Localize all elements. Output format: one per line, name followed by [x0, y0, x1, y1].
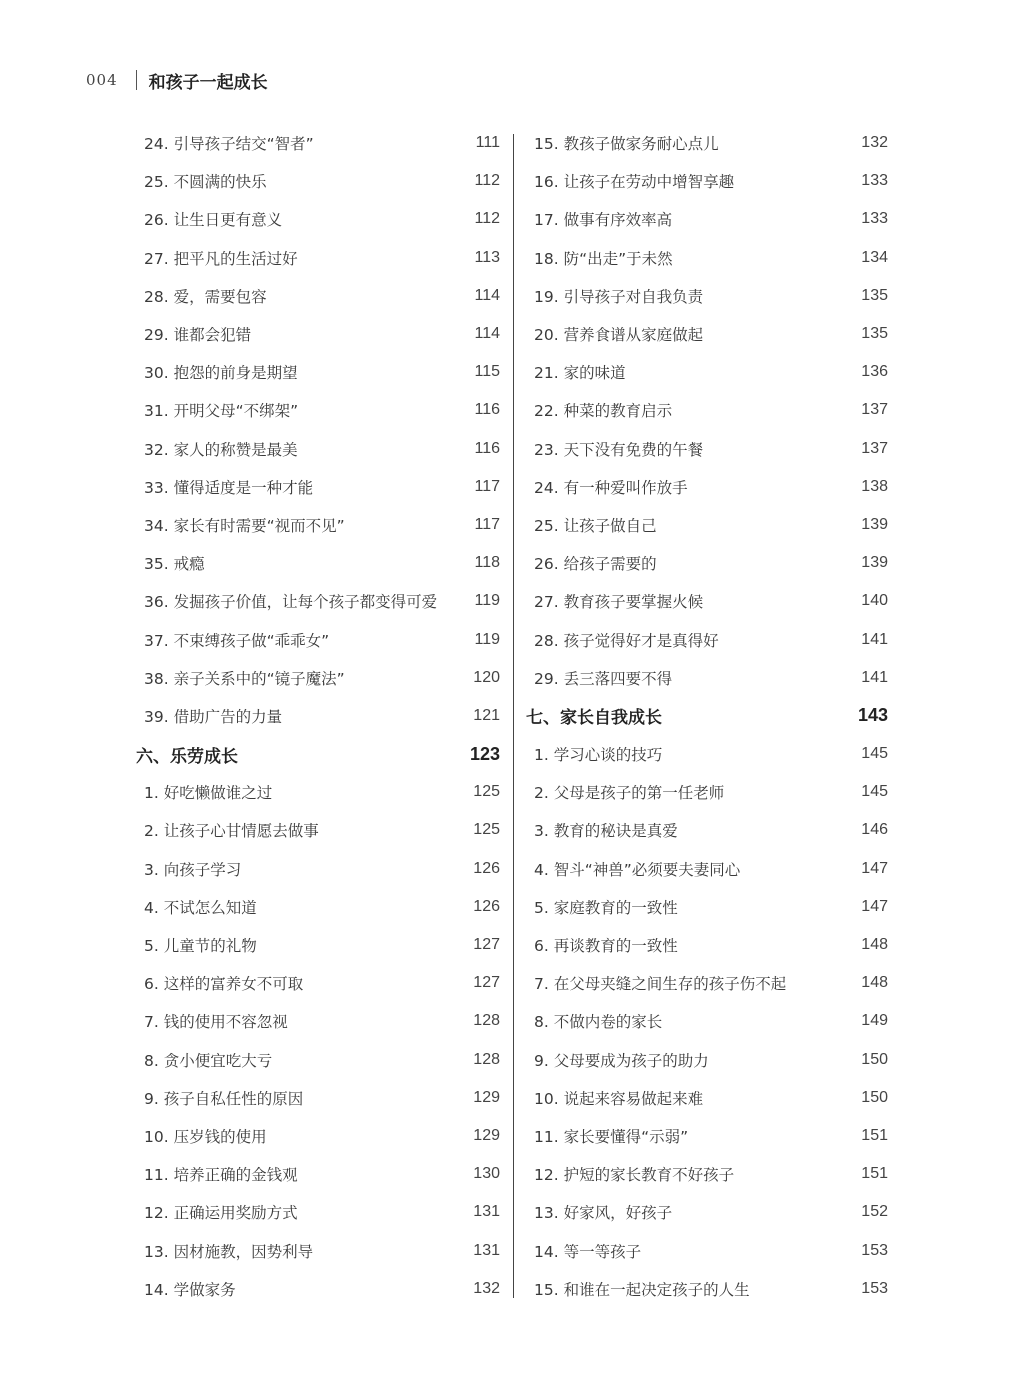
toc-entry [526, 315, 888, 353]
entry-title: 15. 教孩子做家务耐心点儿 [534, 135, 719, 154]
page-ref: 126 [473, 859, 500, 877]
page-ref: 132 [473, 1279, 500, 1297]
entry-title: 18. 防“出走”于未然 [534, 249, 673, 268]
page-ref: 151 [861, 1165, 888, 1183]
entry-title: 12. 正确运用奖励方式 [144, 1204, 298, 1223]
entry-title: 25. 让孩子做自己 [534, 516, 657, 535]
page-ref: 129 [473, 1126, 500, 1144]
entry-title: 24. 有一种爱叫作放手 [534, 478, 688, 497]
entry-title: 32. 家人的称赞是最美 [144, 440, 298, 459]
entry-title: 26. 让生日更有意义 [144, 211, 283, 230]
page-ref: 141 [861, 668, 888, 686]
page-ref: 133 [861, 210, 888, 228]
toc-entry [526, 239, 888, 277]
page-ref: 119 [474, 592, 500, 610]
page-ref: 132 [861, 134, 888, 152]
entry-title: 28. 爱，需要包容 [144, 287, 267, 306]
page-ref: 117 [474, 477, 500, 495]
entry-title: 39. 借助广告的力量 [144, 707, 283, 726]
entry-title: 5. 家庭教育的一致性 [534, 898, 678, 917]
entry-title: 27. 教育孩子要掌握火候 [534, 593, 704, 612]
entry-title: 8. 贪小便宜吃大亏 [144, 1051, 273, 1070]
page-ref: 131 [473, 1241, 500, 1259]
page-ref: 137 [861, 401, 888, 419]
page-ref: 139 [861, 515, 888, 533]
toc-entry [526, 200, 888, 238]
entry-title: 22. 种菜的教育启示 [534, 402, 673, 421]
page-ref: 145 [861, 745, 888, 763]
entry-title: 13. 好家风，好孩子 [534, 1204, 673, 1223]
toc-entry [136, 239, 500, 277]
entry-title: 6. 这样的富养女不可取 [144, 975, 304, 994]
page-ref: 123 [469, 743, 500, 764]
page-ref: 130 [473, 1165, 500, 1183]
entry-title: 27. 把平凡的生活过好 [144, 249, 298, 268]
toc-entry [136, 811, 500, 849]
toc-entry [526, 735, 888, 773]
entry-title: 20. 营养食谱从家庭做起 [534, 326, 704, 345]
toc-entry [136, 1193, 500, 1231]
page-ref: 131 [473, 1203, 500, 1221]
toc-entry [136, 200, 500, 238]
toc-entry [526, 124, 888, 162]
entry-title: 5. 儿童节的礼物 [144, 937, 257, 956]
toc-entry [526, 468, 888, 506]
toc-entry [136, 964, 500, 1002]
page-ref: 148 [861, 974, 888, 992]
entry-title: 28. 孩子觉得好才是真得好 [534, 631, 719, 650]
toc-entry [136, 430, 500, 468]
page-ref: 118 [474, 554, 500, 572]
page-ref: 150 [861, 1050, 888, 1068]
toc-entry [136, 391, 500, 429]
toc-entry [526, 544, 888, 582]
toc-right-column [526, 124, 888, 1308]
page-ref: 114 [474, 286, 500, 304]
page-ref: 128 [473, 1050, 500, 1068]
page-number: 004 [86, 71, 118, 89]
page-ref: 139 [861, 554, 888, 572]
section-title: 六、乐劳成长 [136, 746, 238, 767]
toc-entry [526, 391, 888, 429]
toc-entry [526, 1117, 888, 1155]
toc-entry [526, 1270, 888, 1308]
page-ref: 128 [473, 1012, 500, 1030]
entry-title: 25. 不圆满的快乐 [144, 173, 267, 192]
toc-entry [136, 277, 500, 315]
page-ref: 135 [861, 325, 888, 343]
entry-title: 1. 学习心谈的技巧 [534, 746, 663, 765]
page-ref: 137 [861, 439, 888, 457]
toc-entry [526, 1002, 888, 1040]
entry-title: 35. 戒瘾 [144, 555, 205, 574]
toc-section-heading [136, 735, 500, 773]
toc-entry [136, 1041, 500, 1079]
entry-title: 9. 父母要成为孩子的助力 [534, 1051, 709, 1070]
entry-title: 16. 让孩子在劳动中增智享趣 [534, 173, 735, 192]
page-ref: 153 [861, 1241, 888, 1259]
toc-entry [526, 1231, 888, 1269]
entry-title: 10. 压岁钱的使用 [144, 1127, 267, 1146]
page-ref: 121 [473, 706, 500, 724]
page-ref: 113 [474, 248, 500, 266]
entry-title: 12. 护短的家长教育不好孩子 [534, 1166, 735, 1185]
toc-entry [526, 162, 888, 200]
entry-title: 10. 说起来容易做起来难 [534, 1089, 704, 1108]
entry-title: 7. 钱的使用不容忽视 [144, 1013, 288, 1032]
toc-entry [526, 353, 888, 391]
page-ref: 135 [861, 286, 888, 304]
page-ref: 127 [473, 974, 500, 992]
entry-title: 31. 开明父母“不绑架” [144, 402, 299, 421]
toc-entry [526, 773, 888, 811]
page-ref: 127 [473, 936, 500, 954]
toc-entry [136, 582, 500, 620]
toc-entry [526, 1079, 888, 1117]
toc-entry [526, 1193, 888, 1231]
page-ref: 150 [861, 1088, 888, 1106]
toc-entry [136, 888, 500, 926]
toc-entry [136, 506, 500, 544]
entry-title: 38. 亲子关系中的“镜子魔法” [144, 669, 345, 688]
toc-entry [526, 888, 888, 926]
entry-title: 14. 等一等孩子 [534, 1242, 642, 1261]
page-ref: 153 [861, 1279, 888, 1297]
entry-title: 29. 谁都会犯错 [144, 326, 252, 345]
entry-title: 19. 引导孩子对自我负责 [534, 287, 704, 306]
section-title: 七、家长自我成长 [526, 708, 662, 729]
toc-entry [136, 659, 500, 697]
toc-section-heading [526, 697, 888, 735]
page-ref: 111 [475, 134, 500, 152]
page-ref: 117 [474, 515, 500, 533]
page-ref: 143 [857, 705, 888, 726]
page-ref: 125 [473, 821, 500, 839]
page-ref: 141 [861, 630, 888, 648]
toc-entry [136, 1117, 500, 1155]
page-ref: 146 [861, 821, 888, 839]
entry-title: 2. 让孩子心甘情愿去做事 [144, 822, 319, 841]
entry-title: 11. 家长要懂得“示弱” [534, 1127, 689, 1146]
toc-entry [526, 277, 888, 315]
toc-entry [526, 811, 888, 849]
entry-title: 15. 和谁在一起决定孩子的人生 [534, 1280, 750, 1299]
page-ref: 138 [861, 477, 888, 495]
entry-title: 11. 培养正确的金钱观 [144, 1166, 298, 1185]
page-ref: 126 [473, 897, 500, 915]
page-ref: 112 [474, 172, 500, 190]
entry-title: 14. 学做家务 [144, 1280, 236, 1299]
page-ref: 112 [474, 210, 500, 228]
toc-entry [526, 926, 888, 964]
page-ref: 152 [861, 1203, 888, 1221]
entry-title: 24. 引导孩子结交“智者” [144, 135, 314, 154]
page-ref: 129 [473, 1088, 500, 1106]
toc-entry [526, 964, 888, 1002]
page-ref: 148 [861, 936, 888, 954]
entry-title: 3. 向孩子学习 [144, 860, 242, 879]
toc-entry [136, 926, 500, 964]
page-ref: 114 [474, 325, 500, 343]
toc-entry [526, 659, 888, 697]
page-ref: 136 [861, 363, 888, 381]
toc-entry [526, 430, 888, 468]
toc-entry [526, 850, 888, 888]
toc-entry [136, 850, 500, 888]
page-ref: 133 [861, 172, 888, 190]
entry-title: 7. 在父母夹缝之间生存的孩子伤不起 [534, 975, 787, 994]
toc-entry [136, 773, 500, 811]
toc-entry [136, 544, 500, 582]
toc-entry [526, 1155, 888, 1193]
toc-left-column [136, 124, 500, 1308]
entry-title: 1. 好吃懒做谁之过 [144, 784, 273, 803]
toc-entry [526, 1041, 888, 1079]
entry-title: 9. 孩子自私任性的原因 [144, 1089, 304, 1108]
entry-title: 36. 发掘孩子价值，让每个孩子都变得可爱 [144, 593, 438, 612]
toc-entry [136, 1231, 500, 1269]
page-header [86, 66, 268, 94]
entry-title: 30. 抱怨的前身是期望 [144, 364, 298, 383]
toc-entry [526, 582, 888, 620]
page-ref: 145 [861, 783, 888, 801]
entry-title: 37. 不束缚孩子做“乖乖女” [144, 631, 330, 650]
toc-entry [526, 506, 888, 544]
toc-entry [136, 1002, 500, 1040]
entry-title: 33. 懂得适度是一种才能 [144, 478, 314, 497]
toc-entry [136, 1079, 500, 1117]
entry-title: 21. 家的味道 [534, 364, 626, 383]
entry-title: 2. 父母是孩子的第一任老师 [534, 784, 725, 803]
entry-title: 29. 丢三落四要不得 [534, 669, 673, 688]
toc-entry [136, 353, 500, 391]
toc-entry [136, 697, 500, 735]
entry-title: 23. 天下没有免费的午餐 [534, 440, 704, 459]
book-title: 和孩子一起成长 [148, 72, 268, 93]
page-ref: 119 [474, 630, 500, 648]
page-ref: 140 [861, 592, 888, 610]
toc-entry [136, 162, 500, 200]
toc-entry [136, 1155, 500, 1193]
page-ref: 151 [861, 1126, 888, 1144]
page-ref: 120 [473, 668, 500, 686]
toc-entry [526, 620, 888, 658]
entry-title: 8. 不做内卷的家长 [534, 1013, 663, 1032]
toc-entry [136, 315, 500, 353]
entry-title: 13. 因材施教，因势利导 [144, 1242, 314, 1261]
entry-title: 3. 教育的秘诀是真爱 [534, 822, 678, 841]
toc-entry [136, 1270, 500, 1308]
entry-title: 6. 再谈教育的一致性 [534, 937, 678, 956]
toc-entry [136, 620, 500, 658]
toc-entry [136, 124, 500, 162]
entry-title: 17. 做事有序效率高 [534, 211, 673, 230]
entry-title: 4. 不试怎么知道 [144, 898, 257, 917]
toc-entry [136, 468, 500, 506]
entry-title: 26. 给孩子需要的 [534, 555, 657, 574]
page-ref: 147 [861, 897, 888, 915]
page-ref: 134 [861, 248, 888, 266]
page-ref: 125 [473, 783, 500, 801]
entry-title: 4. 智斗“神兽”必须要夫妻同心 [534, 860, 741, 879]
header-divider [136, 70, 137, 90]
page-ref: 149 [861, 1012, 888, 1030]
page-ref: 147 [861, 859, 888, 877]
page-ref: 115 [474, 363, 500, 381]
page-ref: 116 [474, 401, 500, 419]
column-divider [513, 134, 514, 1298]
page-ref: 116 [474, 439, 500, 457]
entry-title: 34. 家长有时需要“视而不见” [144, 516, 345, 535]
